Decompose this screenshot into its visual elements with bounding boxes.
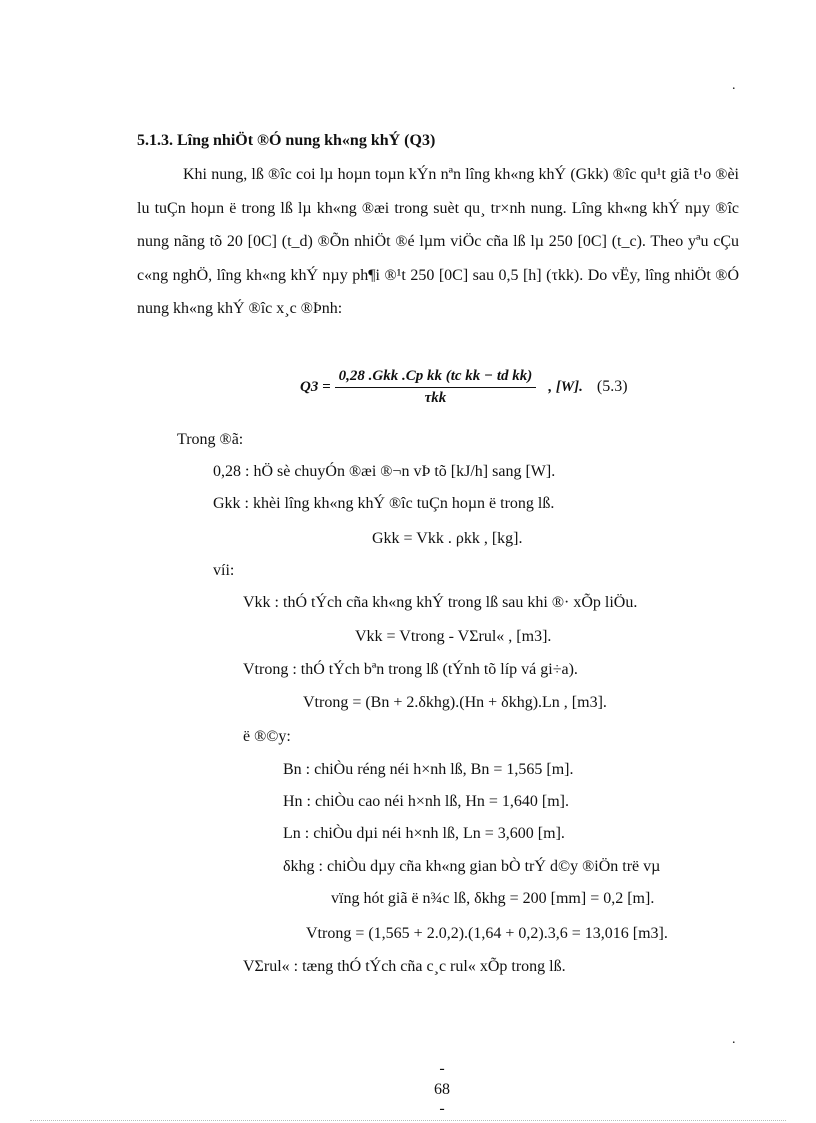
page-dash-bottom: - (439, 1100, 445, 1117)
o-day-label: ë ®©y: (243, 728, 291, 745)
def-v-rulo: VΣrul« : tæng thÓ tÝch cña c¸c rul« xÕp trong lß. (243, 958, 566, 975)
formula-denominator: τkk (424, 390, 447, 406)
page-number: 68 (434, 1081, 450, 1098)
def-gkk: Gkk : khèi lîng kh«ng khÝ ®îc tuÇn hoµn ë trong lß. (213, 495, 555, 512)
def-hn: Hn : chiÒu cao néi h×nh lß, Hn = 1,640 [m]. (283, 793, 569, 810)
trong-do-label: Trong ®ã: (177, 431, 244, 448)
eq-vtrong: Vtrong = (Bn + 2.δkhg).(Hn + δkhg).Ln , [m3]. (303, 694, 607, 711)
eq-gkk: Gkk = Vkk . ρkk , [kg]. (372, 530, 523, 547)
def-delta-khg-cont: vïng hót giã ë n¾c lß, δkhg = 200 [mm] = 0,2 [m]. (331, 890, 655, 907)
intro-paragraph-text: Khi nung, lß ®îc coi lµ hoµn toµn kÝn nªn lîng kh«ng khÝ (Gkk) ®îc qu¹t giã t¹o ®èi lu tuÇn hoµn ë trong lß lµ kh«ng ®æi trong suèt qu¸ tr×nh nung. Lîng kh«ng khÝ nµy ®îc nung nãng tõ 20 [0C] (t_d) ®Õn nhiÖt ®é lµm viÖc cña lß lµ 250 [0C] (t_c). Theo yªu cÇu c«ng nghÖ, lîng kh«ng khÝ nµy ph¶i ®¹t 250 [0C] sau 0,5 [h] (τkk). Do vËy, lîng nhiÖt ®Ó nung kh«ng khÝ ®îc x¸c ®Þnh: (137, 166, 739, 317)
page-dash-top: - (439, 1060, 445, 1077)
formula-fraction (335, 368, 537, 407)
formula-number: (5.3) (596, 378, 628, 396)
section-heading: 5.1.3. Lîng nhiÖt ®Ó nung kh«ng khÝ (Q3) (137, 132, 436, 149)
eq-vtrong-value: Vtrong = (1,565 + 2.0,2).(1,64 + 0,2).3,6 = 13,016 [m3]. (306, 925, 668, 942)
def-vkk: Vkk : thÓ tÝch cña kh«ng khÝ trong lß sau khi ®· xÕp liÖu. (243, 594, 638, 611)
corner-dot-top: . (732, 78, 736, 93)
formula-lhs: Q3 = (300, 379, 331, 396)
def-vtrong: Vtrong : thÓ tÝch bªn trong lß (tÝnh tõ líp vá gi÷a). (243, 661, 578, 678)
eq-vkk: Vkk = Vtrong - VΣrul« , [m3]. (355, 628, 552, 645)
formula-numerator: 0,28 .Gkk .Cp kk (tc kk − td kk) (335, 368, 537, 388)
formula-5-3 (300, 368, 628, 407)
intro-paragraph (137, 158, 739, 326)
voi-label: víi: (213, 562, 235, 579)
formula-unit: , [W]. (548, 379, 583, 396)
def-coefficient: 0,28 : hÖ sè chuyÓn ®æi ®¬n vÞ tõ [kJ/h] sang [W]. (213, 463, 556, 480)
def-delta-khg: δkhg : chiÒu dµy cña kh«ng gian bÒ trÝ d©y ®iÖn trë vµ (283, 858, 661, 875)
footer-rule (30, 1120, 786, 1121)
def-bn: Bn : chiÒu réng néi h×nh lß, Bn = 1,565 [m]. (283, 761, 574, 778)
corner-dot-bottom: . (732, 1032, 736, 1047)
def-ln: Ln : chiÒu dµi néi h×nh lß, Ln = 3,600 [m]. (283, 825, 565, 842)
